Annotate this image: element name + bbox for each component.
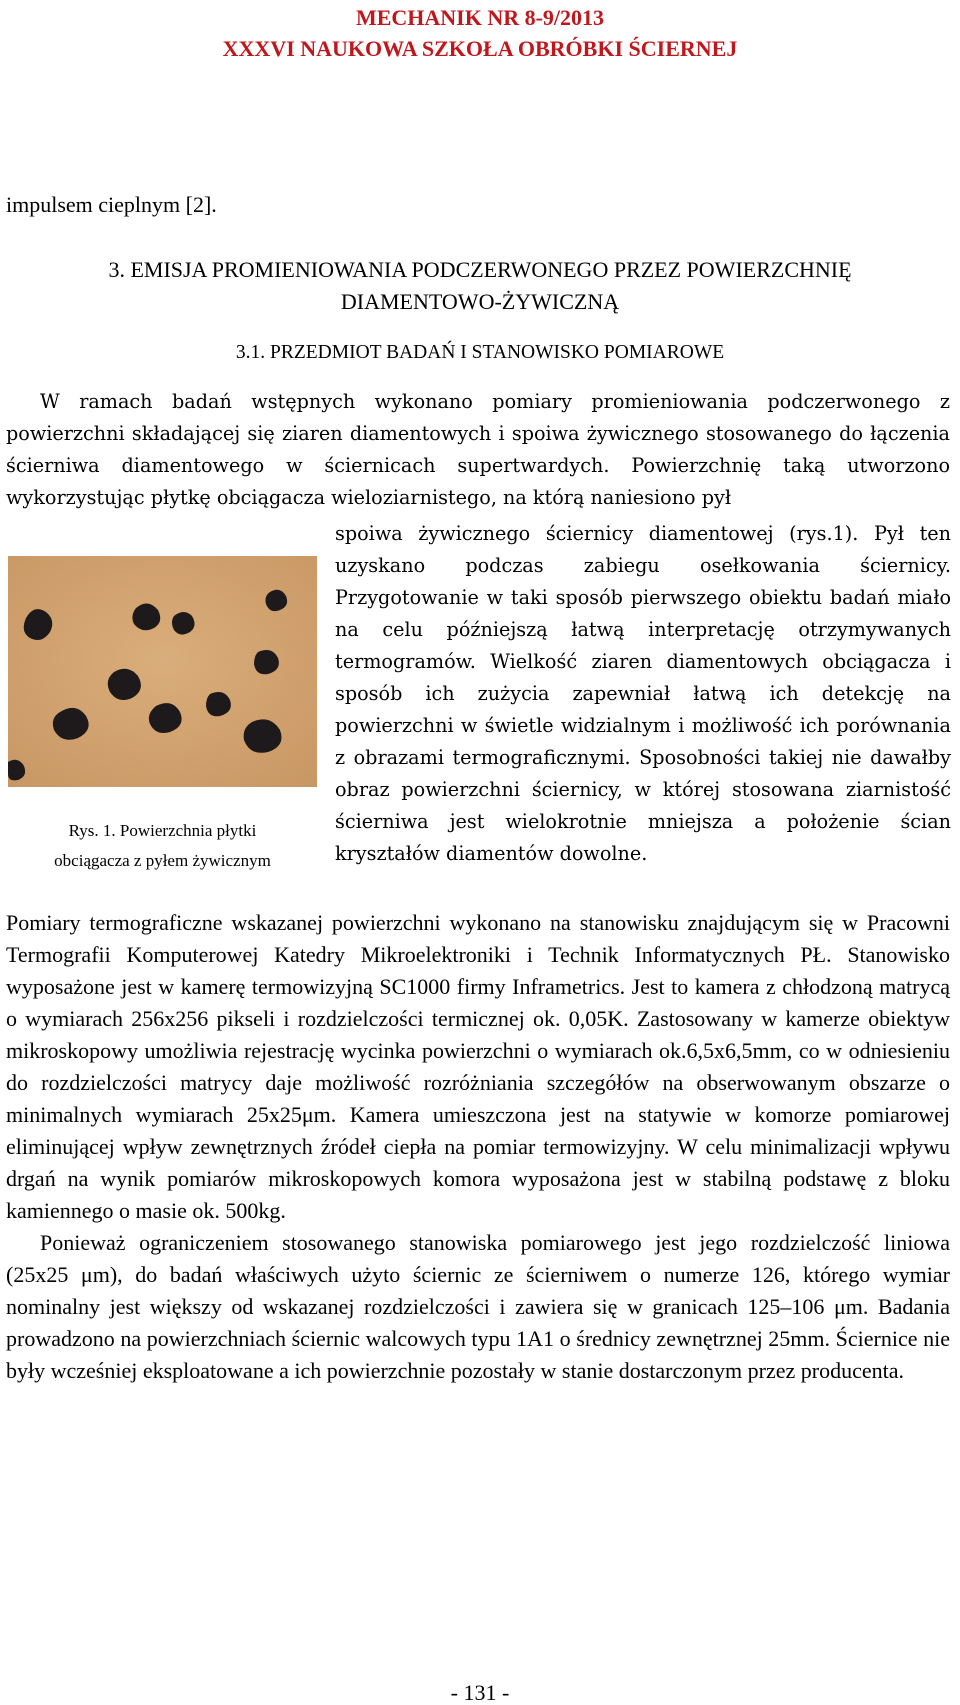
paragraph-intro-text: W ramach badań wstępnych wykonano pomiary promieniowania podczerwonego z powierzchni składającej się ziaren diamentowych i spoiwa żywicznego stosowanego do łączenia ścierniwa diamentowego w ściernicach supertwardych. Powierzchnię taką utworzono wykorzystując płytkę obciągacza wieloziarnistego, na którą naniesiono pył <box>6 390 950 509</box>
paragraph-measurement-setup: Pomiary termograficzne wskazanej powierzchni wykonano na stanowisku znajdującym się w Pracowni Termografii Komputerowej Katedry Mikroelektroniki i Technik Informatycznych PŁ. Stanowisko wyposażone jest w kamerę termowizyjną SC1000 firmy Inframetrics. Jest to kamera z chłodzoną matrycą o wymiarach 256x256 pikseli i rozdzielczości termicznej ok. 0,05K. Zastosowany w kamerze obiektyw mikroskopowy umożliwia rejestrację wycinka powierzchni o wymiarach ok.6,5x6,5mm, co w odniesieniu do rozdzielczości matrycy daje możliwość rozróżniania szczegółów na obserwowanym obszarze o minimalnych wymiarach 25x25μm. Kamera umieszczona jest na statywie w komorze pomiarowej eliminującej wpływ zewnętrznych źródeł ciepła na pomiar termowizyjny. W celu minimalizacji wpływu drgań na wynik pomiarów mikroskopowych komora wyposażona jest w stabilną podstawę z bloku kamiennego o masie ok. 500kg. <box>6 910 950 1223</box>
section-title-line2: DIAMENTOWO-ŻYWICZNĄ <box>340 289 620 314</box>
main-text <box>6 907 950 1387</box>
figure-photo <box>8 556 317 787</box>
dresser-surface-photo <box>8 556 317 787</box>
paragraph-research-conditions: Ponieważ ograniczeniem stosowanego stanowiska pomiarowego jest jego rozdzielczość liniowa (25x25 μm), do badań właściwych użyto ściernic ze ścierniwem o numerze 126, którego wymiar nominalny jest większy od wskazanej rozdzielczości i zawiera się w granicach 125–106 μm. Badania prowadzono na powierzchniach ściernic walcowych typu 1A1 o średnicy zewnętrznej 25mm. Ściernice nie były wcześniej eksploatowane a ich powierzchnie pozostały w stanie dostarczonym przez producenta. <box>6 1230 950 1383</box>
conference-title: XXXVI NAUKOWA SZKOŁA OBRÓBKI ŚCIERNEJ <box>222 36 738 61</box>
section-title <box>0 254 960 318</box>
journal-title: MECHANIK NR 8-9/2013 <box>355 5 605 30</box>
journal-header <box>0 2 960 64</box>
subsection-title: 3.1. PRZEDMIOT BADAŃ I STANOWISKO POMIAROWE <box>235 342 725 363</box>
figure-side-text: spoiwa żywicznego ściernicy diamentowej (rys.1). Pył ten uzyskano podczas zabiegu osełkowania ściernicy. Przygotowanie w taki sposób pierwszego obiektu badań miało na celu późniejszą łatwą interpretację otrzymywanych termogramów. Wielkość ziaren diamentowych obciągacza i sposób ich zużycia zapewniał łatwą ich detekcję na powierzchni w świetle widzialnym i możliwość ich porównania z obrazami termograficznymi. Sposobności takiej nie dawałby obraz powierzchni ściernicy, w której stosowana ziarnistość ścierniwa jest wielokrotnie mniejsza a położenie ścian kryształów diamentów dowolne. <box>335 522 951 865</box>
paragraph-intro <box>6 386 950 514</box>
figure-caption <box>8 816 317 876</box>
page-number: - 131 - <box>450 1680 510 1705</box>
figure-caption-line1: Rys. 1. Powierzchnia płytki <box>68 821 257 840</box>
section-title-line1: 3. EMISJA PROMIENIOWANIA PODCZERWONEGO PRZEZ POWIERZCHNIĘ <box>108 257 852 282</box>
figure-caption-line2: obciągacza z pyłem żywicznym <box>54 851 271 870</box>
lead-fragment: impulsem cieplnym [2]. <box>6 192 217 217</box>
